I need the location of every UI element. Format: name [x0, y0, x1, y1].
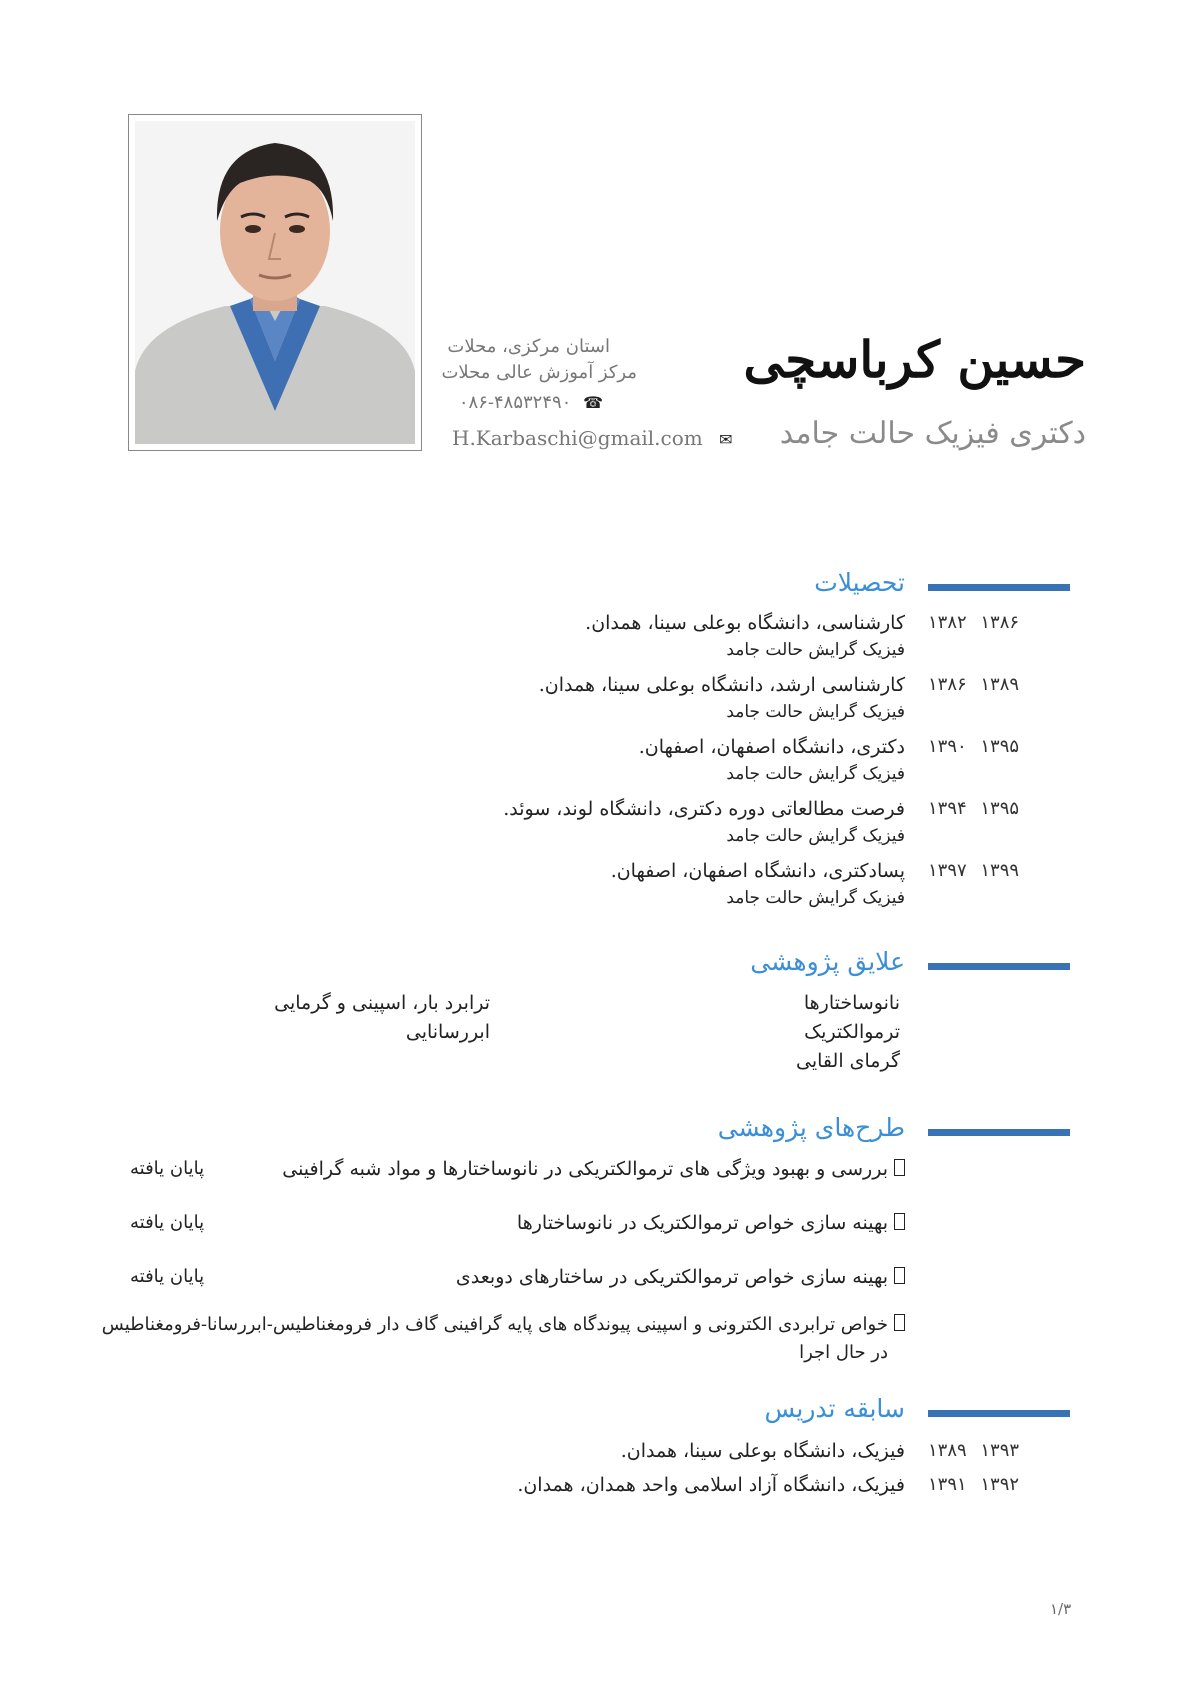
teaching-section-bar	[928, 1410, 1070, 1417]
projects-section-title: طرح‌های پژوهشی	[717, 1113, 905, 1142]
email-contact	[452, 426, 733, 450]
education-degree: فرصت مطالعاتی دوره دکتری، دانشگاه لوند، سوئد.	[503, 798, 905, 820]
project-item	[517, 1212, 905, 1234]
education-years: ۱۳۸۶ ۱۳۸۹	[928, 674, 1020, 695]
person-portrait-icon	[135, 121, 415, 444]
teaching-years: ۱۳۹۱ ۱۳۹۲	[928, 1474, 1020, 1495]
education-years: ۱۳۹۰ ۱۳۹۵	[928, 736, 1020, 757]
checkbox-icon	[894, 1267, 905, 1284]
education-field: فیزیک گرایش حالت جامد	[726, 888, 905, 908]
education-years: ۱۳۸۲ ۱۳۸۶	[928, 612, 1020, 633]
project-status: پایان یافته	[130, 1266, 205, 1287]
interest-item: ترابرد بار، اسپینی و گرمایی	[274, 992, 490, 1014]
profile-photo	[128, 114, 422, 451]
interests-section-bar	[928, 963, 1070, 970]
address-line-1: استان مرکزی، محلات	[447, 336, 610, 357]
education-section-bar	[928, 584, 1070, 591]
education-section-title: تحصیلات	[814, 568, 905, 597]
education-years: ۱۳۹۷ ۱۳۹۹	[928, 860, 1020, 881]
education-degree: کارشناسی، دانشگاه بوعلی سینا، همدان.	[585, 612, 905, 634]
project-status: در حال اجرا	[799, 1342, 888, 1363]
project-item	[456, 1266, 905, 1288]
project-status: پایان یافته	[130, 1158, 205, 1179]
phone-contact	[459, 392, 603, 413]
teaching-years: ۱۳۸۹ ۱۳۹۳	[928, 1440, 1020, 1461]
education-years: ۱۳۹۴ ۱۳۹۵	[928, 798, 1020, 819]
interest-item: ترموالکتریک	[804, 1021, 900, 1043]
checkbox-icon	[894, 1314, 905, 1331]
projects-section-bar	[928, 1129, 1070, 1136]
education-field: فیزیک گرایش حالت جامد	[726, 826, 905, 846]
project-title: خواص ترابردی الکترونی و اسپینی پیوندگاه های پایه گرافینی گاف دار فرومغناطیس-ابررسانا-فرومغناطیس	[101, 1314, 888, 1335]
phone-icon: ☎	[583, 393, 603, 412]
interest-item: ابررسانایی	[405, 1021, 490, 1043]
page-number: ۱/۳	[1050, 1600, 1072, 1618]
project-status: پایان یافته	[130, 1212, 205, 1233]
project-item	[282, 1158, 905, 1180]
project-title: بهینه سازی خواص ترموالکتریکی در ساختارهای دوبعدی	[455, 1266, 888, 1288]
address-line-2: مرکز آموزش عالی محلات	[441, 362, 637, 383]
degree-title: دکتری فیزیک حالت جامد	[779, 416, 1086, 451]
checkbox-icon	[894, 1159, 905, 1176]
email-address[interactable]: H.Karbaschi@gmail.com	[452, 426, 703, 450]
project-title: بهینه سازی خواص ترموالکتریک در نانوساختارها	[516, 1212, 888, 1234]
teaching-course: فیزیک، دانشگاه آزاد اسلامی واحد همدان، همدان.	[517, 1474, 905, 1496]
interest-item: نانوساختارها	[803, 992, 900, 1014]
project-title: بررسی و بهبود ویژگی های ترموالکتریکی در نانوساختارها و مواد شبه گرافینی	[282, 1158, 888, 1180]
education-field: فیزیک گرایش حالت جامد	[726, 702, 905, 722]
education-field: فیزیک گرایش حالت جامد	[726, 764, 905, 784]
checkbox-icon	[894, 1213, 905, 1230]
interest-item: گرمای القایی	[796, 1050, 900, 1072]
education-field: فیزیک گرایش حالت جامد	[726, 640, 905, 660]
education-degree: کارشناسی ارشد، دانشگاه بوعلی سینا، همدان.	[538, 674, 905, 696]
teaching-section-title: سابقه تدریس	[764, 1394, 905, 1423]
education-degree: دکتری، دانشگاه اصفهان، اصفهان.	[638, 736, 905, 758]
teaching-course: فیزیک، دانشگاه بوعلی سینا، همدان.	[620, 1440, 905, 1462]
interests-section-title: علایق پژوهشی	[750, 947, 905, 976]
phone-number: ۰۸۶-۴۸۵۳۲۴۹۰	[458, 392, 572, 413]
project-item	[102, 1314, 905, 1335]
envelope-icon: ✉	[719, 430, 733, 449]
person-name: حسین کرباسچی	[743, 330, 1086, 389]
education-degree: پسادکتری، دانشگاه اصفهان، اصفهان.	[610, 860, 905, 882]
